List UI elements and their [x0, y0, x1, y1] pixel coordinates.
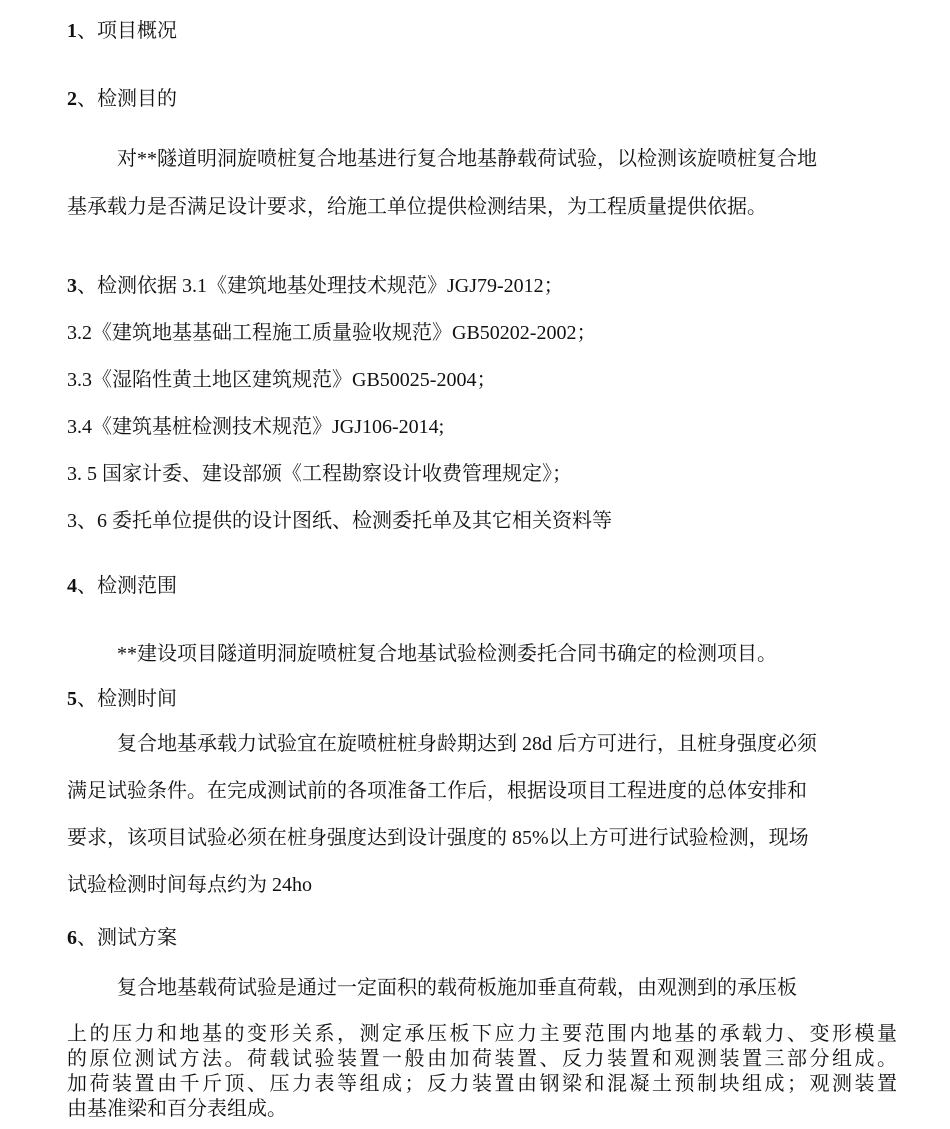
- section-6-title: 、测试方案: [77, 927, 177, 949]
- reference-item-3-4: 3.4《建筑基桩检测技术规范》JGJ106-2014;: [67, 416, 445, 438]
- section-6-paragraph-line-2: 上的压力和地基的变形关系，测定承压板下应力主要范围内地基的承载力、变形模量: [67, 1023, 897, 1045]
- section-5-heading: [67, 686, 177, 712]
- section-1-heading: [67, 18, 177, 44]
- section-6-paragraph-line-4: 加荷装置由千斤顶、压力表等组成；反力装置由钢梁和混凝土预制块组成；观测装置: [67, 1073, 897, 1095]
- section-2-paragraph-line-2: 基承载力是否满足设计要求，给施工单位提供检测结果，为工程质量提供依据。: [67, 196, 767, 218]
- reference-item-3-5: 3. 5 国家计委、建设部颁《工程勘察设计收费管理规定》；: [67, 463, 572, 485]
- section-2-paragraph-line-1: 对**隧道明洞旋喷桩复合地基进行复合地基静载荷试验，以检测该旋喷桩复合地: [117, 148, 817, 170]
- section-3-title: 、检测依据 3.1《建筑地基处理技术规范》JGJ79-2012；: [77, 275, 564, 297]
- section-5-paragraph-line-4: 试验检测时间每点约为 24ho: [67, 874, 312, 896]
- reference-item-3-2: 3.2《建筑地基基础工程施工质量验收规范》GB50202-2002；: [67, 322, 597, 344]
- section-6-paragraph-line-3: 的原位测试方法。荷载试验装置一般由加荷装置、反力装置和观测装置三部分组成。: [67, 1048, 897, 1070]
- section-6-number: 6: [67, 927, 77, 949]
- section-2-number: 2: [67, 88, 77, 110]
- section-5-paragraph-line-1: 复合地基承载力试验宜在旋喷桩桩身龄期达到 28d 后方可进行，且桩身强度必须: [117, 733, 817, 755]
- section-4-heading: [67, 573, 177, 599]
- section-1-title: 、项目概况: [77, 20, 177, 42]
- section-2-heading: [67, 86, 177, 112]
- section-3-number: 3: [67, 275, 77, 297]
- section-3-heading: [67, 273, 564, 299]
- section-6-heading: [67, 925, 177, 951]
- reference-item-3-3: 3.3《湿陷性黄土地区建筑规范》GB50025-2004；: [67, 369, 497, 391]
- section-5-number: 5: [67, 688, 77, 710]
- section-4-title: 、检测范围: [77, 575, 177, 597]
- section-5-paragraph-line-2: 满足试验条件。在完成测试前的各项准备工作后，根据设项目工程进度的总体安排和: [67, 780, 807, 802]
- section-5-paragraph-line-3: 要求，该项目试验必须在桩身强度达到设计强度的 85%以上方可进行试验检测，现场: [67, 827, 809, 849]
- section-6-paragraph-line-1: 复合地基载荷试验是通过一定面积的载荷板施加垂直荷载，由观测到的承压板: [117, 977, 797, 999]
- section-2-title: 、检测目的: [77, 88, 177, 110]
- section-1-number: 1: [67, 20, 77, 42]
- section-4-number: 4: [67, 575, 77, 597]
- section-5-title: 、检测时间: [77, 688, 177, 710]
- section-4-paragraph: **建设项目隧道明洞旋喷桩复合地基试验检测委托合同书确定的检测项目。: [117, 643, 777, 665]
- reference-item-3-6: 3、6 委托单位提供的设计图纸、检测委托单及其它相关资料等: [67, 510, 612, 532]
- section-6-paragraph-line-5: 由基准梁和百分表组成。: [67, 1098, 287, 1120]
